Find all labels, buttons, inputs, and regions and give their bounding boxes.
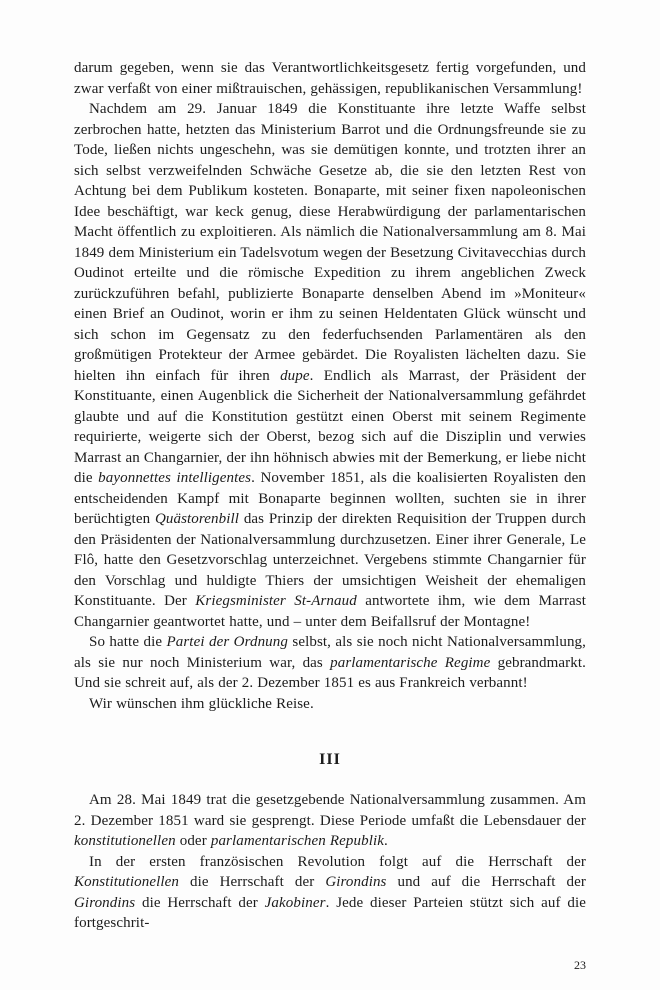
emphasized-text: Quästorenbill xyxy=(154,511,240,527)
body-text: und auf die Herrschaft der xyxy=(386,874,586,890)
body-text: Nachdem am 29. Januar 1849 die Konstituante ihre letzte Waffe selbst zerbrochen hatte, hetzten das Ministerium Barrot und die Ordnungsfreunde sie zu Tode, ließen nichts ungeschehn, was sie demütigen konnte, und trotzten ihrer an sich selbst verzweifelnden Schwäche Gesetze ab, die sie den letzten Rest von Achtung bei dem Publikum kosteten. Bonaparte, mit seiner fixen napoleonischen Idee beschäftigt, war keck genug, diese Herabwürdigung der parlamentarischen Macht öffentlich zu exploitieren. Als nämlich die Nationalversammlung am 8. Mai 1849 dem Ministerium ein Tadelsvotum wegen der Besetzung Civitavecchias durch Oudinot erteilte und die römische Expedition zu ihrem angeblichen Zweck zurückzuführen befahl, publizierte Bonaparte denselben Abend im »Moniteur« einen Brief an Oudinot, worin er ihm zu seinen Heldentaten Glück wünscht und sich schon im Gegensatz zu den federfuchsenden Parlamentären als den großmütigen Protekteur der Armee gebärdet. Die Royalisten lächelten dazu. Sie hielten ihn einfach für ihren xyxy=(74,101,586,384)
body-text: . xyxy=(384,833,388,849)
emphasized-text: dupe xyxy=(280,367,310,384)
emphasized-text: parlamentarischen Republik xyxy=(210,833,385,849)
section-heading: III xyxy=(319,751,341,768)
paragraph xyxy=(74,58,586,99)
paragraph xyxy=(74,632,586,694)
emphasized-text: Partei der Ordnung xyxy=(166,634,288,650)
emphasized-text: konstitutionellen xyxy=(74,833,176,849)
body-text: antwortete ihm, wie dem Marrast Changarnier geantwortet hatte, und – unter dem Beifallsruf der Montagne! xyxy=(74,593,586,630)
body-text: darum gegeben, wenn sie das Verantwortlichkeitsgesetz fertig vorgefunden, und zwar verfaßt von einer mißtrauischen, gehässigen, republikanischen Versammlung! xyxy=(74,60,586,97)
body-text-after-heading xyxy=(74,790,586,934)
body-text: So hatte die xyxy=(89,634,167,650)
emphasized-text: Girondins xyxy=(325,874,387,890)
emphasized-text: bayonnettes intelligentes xyxy=(98,470,252,486)
body-text: In der ersten französischen Revolution folgt auf die Herrschaft der xyxy=(89,853,586,870)
emphasized-text: Konstitutionellen xyxy=(74,874,180,890)
body-text: . November 1851, als die koalisierten Royalisten den entscheidenden Kampf mit Bonaparte beginnen wollten, suchten sie in ihrer berüchtigten xyxy=(74,470,586,527)
body-text: die Herrschaft der xyxy=(135,894,265,911)
emphasized-text: Jakobiner xyxy=(264,894,326,911)
body-text: Am 28. Mai 1849 trat die gesetzgebende Nationalversammlung zusammen. Am 2. Dezember 1851 ward sie gesprengt. Diese Periode umfaßt die Lebensdauer der xyxy=(74,792,586,829)
body-text: oder xyxy=(175,833,211,849)
paragraph xyxy=(74,852,586,934)
emphasized-text: parlamentarische Regime xyxy=(330,654,491,671)
body-text: Wir wünschen ihm glückliche Reise. xyxy=(89,695,314,712)
paragraph xyxy=(74,694,586,715)
text-block xyxy=(74,58,586,934)
body-text: . Endlich als Marrast, der Präsident der Konstituante, einen Augenblick die Sicherheit der Nationalversammlung gefährdet glaubte und auf die Konstitution gestützt einen Oberst mit seinem Regimente requirierte, weigerte sich der Oberst, bezog sich auf die Disziplin und verwies Marrast an Changarnier, der ihn höhnisch abwies mit der Bemerkung, er liebe nicht die xyxy=(74,367,587,486)
emphasized-text: Kriegsminister St-Arnaud xyxy=(195,593,357,609)
paragraph xyxy=(74,790,586,852)
body-text: selbst, als sie noch nicht Nationalversammlung, als sie nur noch Ministerium war, das xyxy=(74,634,586,671)
page-number: 23 xyxy=(574,958,586,972)
body-text: gebrandmarkt. Und sie schreit auf, als der 2. Dezember 1851 es aus Frankreich verbannt! xyxy=(74,654,586,691)
body-text: die Herrschaft der xyxy=(179,874,326,890)
body-text-before-heading xyxy=(74,58,586,714)
body-text: das Prinzip der direkten Requisition der Truppen durch den Präsidenten der Nationalversammlung durchzusetzen. Einer ihrer Generale, Le Flô, hatte den Gesetzvorschlag unterzeichnet. Vergebens stimmte Changarnier für den Vorschlag und huldigte Thiers der umsichtigen Weisheit der ehemaligen Konstituante. Der xyxy=(74,511,586,609)
body-text: . Jede dieser Parteien stützt sich auf die fortgeschrit- xyxy=(74,894,586,931)
emphasized-text: Girondins xyxy=(74,894,136,911)
paragraph xyxy=(74,99,586,632)
